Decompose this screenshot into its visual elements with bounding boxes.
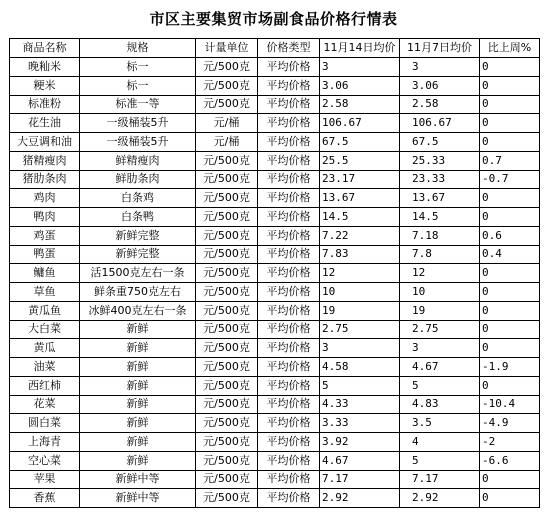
spec-cell: 一级桶装5升 — [80, 114, 196, 133]
spec-cell: 新鲜完整 — [80, 245, 196, 264]
product-name-cell: 猪肋条肉 — [10, 170, 80, 189]
table-row — [10, 489, 540, 508]
price-type-cell: 平均价格 — [258, 114, 320, 133]
price-type-cell: 平均价格 — [258, 95, 320, 114]
spec-cell: 标一 — [80, 76, 196, 95]
product-name-cell: 西红柿 — [10, 376, 80, 395]
price-type-cell: 平均价格 — [258, 264, 320, 283]
table-header-row — [10, 39, 540, 58]
column-header: 比上周% — [480, 39, 540, 58]
product-name-cell: 鸭肉 — [10, 208, 80, 227]
unit-cell: 元/500克 — [196, 58, 258, 77]
spec-cell: 标准一等 — [80, 95, 196, 114]
spec-cell: 新鲜中等 — [80, 470, 196, 489]
price-nov7-cell: 19 — [400, 301, 480, 320]
spec-cell: 新鲜 — [80, 395, 196, 414]
weekly-change-cell: 0 — [480, 301, 540, 320]
price-nov14-cell: 7.17 — [320, 470, 400, 489]
table-row — [10, 264, 540, 283]
spec-cell: 活1500克左右一条 — [80, 264, 196, 283]
price-nov7-cell: 14.5 — [400, 208, 480, 227]
table-row — [10, 245, 540, 264]
table-row — [10, 301, 540, 320]
price-nov7-cell: 3 — [400, 339, 480, 358]
price-type-cell: 平均价格 — [258, 339, 320, 358]
price-nov7-cell: 5 — [400, 376, 480, 395]
price-nov7-cell: 3.06 — [400, 76, 480, 95]
weekly-change-cell: 0 — [480, 470, 540, 489]
weekly-change-cell: 0 — [480, 133, 540, 152]
product-name-cell: 鸡蛋 — [10, 226, 80, 245]
spec-cell: 冰鲜400克左右一条 — [80, 301, 196, 320]
price-nov14-cell: 3 — [320, 58, 400, 77]
product-name-cell: 大豆调和油 — [10, 133, 80, 152]
unit-cell: 元/500克 — [196, 489, 258, 508]
price-nov7-cell: 2.92 — [400, 489, 480, 508]
unit-cell: 元/500克 — [196, 189, 258, 208]
price-nov14-cell: 5 — [320, 376, 400, 395]
column-header: 计量单位 — [196, 39, 258, 58]
table-row — [10, 339, 540, 358]
price-nov7-cell: 2.58 — [400, 95, 480, 114]
unit-cell: 元/500克 — [196, 95, 258, 114]
weekly-change-cell: -10.4 — [480, 395, 540, 414]
price-type-cell: 平均价格 — [258, 376, 320, 395]
price-nov14-cell: 19 — [320, 301, 400, 320]
table-row — [10, 95, 540, 114]
price-nov14-cell: 2.75 — [320, 320, 400, 339]
table-row — [10, 395, 540, 414]
spec-cell: 新鲜 — [80, 339, 196, 358]
unit-cell: 元/500克 — [196, 320, 258, 339]
price-nov7-cell: 5 — [400, 451, 480, 470]
product-name-cell: 鸡肉 — [10, 189, 80, 208]
table-row — [10, 76, 540, 95]
unit-cell: 元/500克 — [196, 76, 258, 95]
product-name-cell: 油菜 — [10, 358, 80, 377]
table-row — [10, 451, 540, 470]
table-row — [10, 376, 540, 395]
price-nov14-cell: 67.5 — [320, 133, 400, 152]
price-type-cell: 平均价格 — [258, 358, 320, 377]
unit-cell: 元/桶 — [196, 114, 258, 133]
price-nov14-cell: 106.67 — [320, 114, 400, 133]
spec-cell: 新鲜 — [80, 320, 196, 339]
product-name-cell: 鸭蛋 — [10, 245, 80, 264]
price-table — [9, 38, 540, 508]
price-nov7-cell: 3 — [400, 58, 480, 77]
price-nov14-cell: 3.06 — [320, 76, 400, 95]
unit-cell: 元/500克 — [196, 170, 258, 189]
weekly-change-cell: 0 — [480, 189, 540, 208]
price-nov14-cell: 25.5 — [320, 151, 400, 170]
price-type-cell: 平均价格 — [258, 226, 320, 245]
price-type-cell: 平均价格 — [258, 133, 320, 152]
weekly-change-cell: 0 — [480, 58, 540, 77]
table-row — [10, 114, 540, 133]
table-row — [10, 320, 540, 339]
spec-cell: 鲜肋条肉 — [80, 170, 196, 189]
unit-cell: 元/500克 — [196, 376, 258, 395]
weekly-change-cell: 0 — [480, 95, 540, 114]
table-row — [10, 283, 540, 302]
unit-cell: 元/500克 — [196, 339, 258, 358]
unit-cell: 元/500克 — [196, 358, 258, 377]
price-nov14-cell: 3.33 — [320, 414, 400, 433]
table-row — [10, 58, 540, 77]
weekly-change-cell: 0.7 — [480, 151, 540, 170]
price-nov7-cell: 4 — [400, 433, 480, 452]
spec-cell: 鲜条重750克左右 — [80, 283, 196, 302]
spec-cell: 白条鸡 — [80, 189, 196, 208]
price-type-cell: 平均价格 — [258, 395, 320, 414]
price-type-cell: 平均价格 — [258, 414, 320, 433]
price-nov14-cell: 3.92 — [320, 433, 400, 452]
product-name-cell: 大白菜 — [10, 320, 80, 339]
table-row — [10, 151, 540, 170]
weekly-change-cell: -6.6 — [480, 451, 540, 470]
price-type-cell: 平均价格 — [258, 470, 320, 489]
price-nov7-cell: 13.67 — [400, 189, 480, 208]
unit-cell: 元/500克 — [196, 414, 258, 433]
column-header: 11月7日均价 — [400, 39, 480, 58]
unit-cell: 元/500克 — [196, 451, 258, 470]
weekly-change-cell: 0 — [480, 376, 540, 395]
spec-cell: 新鲜 — [80, 414, 196, 433]
weekly-change-cell: 0.4 — [480, 245, 540, 264]
weekly-change-cell: -0.7 — [480, 170, 540, 189]
weekly-change-cell: 0 — [480, 76, 540, 95]
product-name-cell: 花生油 — [10, 114, 80, 133]
spec-cell: 标一 — [80, 58, 196, 77]
weekly-change-cell: -2 — [480, 433, 540, 452]
price-nov7-cell: 23.33 — [400, 170, 480, 189]
spec-cell: 新鲜 — [80, 376, 196, 395]
column-header: 11月14日均价 — [320, 39, 400, 58]
price-nov7-cell: 25.33 — [400, 151, 480, 170]
price-nov7-cell: 4.83 — [400, 395, 480, 414]
price-nov14-cell: 7.22 — [320, 226, 400, 245]
price-type-cell: 平均价格 — [258, 189, 320, 208]
unit-cell: 元/500克 — [196, 433, 258, 452]
price-nov14-cell: 23.17 — [320, 170, 400, 189]
product-name-cell: 黄瓜鱼 — [10, 301, 80, 320]
product-name-cell: 苹果 — [10, 470, 80, 489]
weekly-change-cell: 0 — [480, 283, 540, 302]
table-row — [10, 226, 540, 245]
product-name-cell: 粳米 — [10, 76, 80, 95]
price-nov14-cell: 2.92 — [320, 489, 400, 508]
table-row — [10, 170, 540, 189]
page-title: 市区主要集贸市场副食品价格行情表 — [149, 10, 398, 28]
table-row — [10, 470, 540, 489]
unit-cell: 元/500克 — [196, 283, 258, 302]
weekly-change-cell: -1.9 — [480, 358, 540, 377]
product-name-cell: 空心菜 — [10, 451, 80, 470]
spec-cell: 新鲜 — [80, 358, 196, 377]
product-name-cell: 花菜 — [10, 395, 80, 414]
product-name-cell: 上海青 — [10, 433, 80, 452]
unit-cell: 元/500克 — [196, 151, 258, 170]
price-type-cell: 平均价格 — [258, 245, 320, 264]
unit-cell: 元/500克 — [196, 470, 258, 489]
spec-cell: 新鲜 — [80, 451, 196, 470]
unit-cell: 元/500克 — [196, 208, 258, 227]
weekly-change-cell: 0.6 — [480, 226, 540, 245]
price-nov7-cell: 12 — [400, 264, 480, 283]
price-nov14-cell: 13.67 — [320, 189, 400, 208]
price-nov14-cell: 14.5 — [320, 208, 400, 227]
table-row — [10, 189, 540, 208]
weekly-change-cell: 0 — [480, 320, 540, 339]
price-nov7-cell: 4.67 — [400, 358, 480, 377]
price-nov7-cell: 3.5 — [400, 414, 480, 433]
unit-cell: 元/500克 — [196, 264, 258, 283]
product-name-cell: 鳙鱼 — [10, 264, 80, 283]
price-type-cell: 平均价格 — [258, 320, 320, 339]
price-nov7-cell: 67.5 — [400, 133, 480, 152]
spec-cell: 一级桶装5升 — [80, 133, 196, 152]
weekly-change-cell: 0 — [480, 114, 540, 133]
product-name-cell: 猪精瘦肉 — [10, 151, 80, 170]
column-header: 规格 — [80, 39, 196, 58]
price-type-cell: 平均价格 — [258, 208, 320, 227]
table-row — [10, 414, 540, 433]
spec-cell: 新鲜中等 — [80, 489, 196, 508]
table-row — [10, 358, 540, 377]
price-type-cell: 平均价格 — [258, 170, 320, 189]
price-type-cell: 平均价格 — [258, 433, 320, 452]
price-nov14-cell: 4.67 — [320, 451, 400, 470]
product-name-cell: 圆白菜 — [10, 414, 80, 433]
unit-cell: 元/500克 — [196, 395, 258, 414]
spec-cell: 新鲜 — [80, 433, 196, 452]
weekly-change-cell: 0 — [480, 264, 540, 283]
price-type-cell: 平均价格 — [258, 76, 320, 95]
price-nov7-cell: 2.75 — [400, 320, 480, 339]
table-row — [10, 433, 540, 452]
unit-cell: 元/500克 — [196, 226, 258, 245]
table-row — [10, 133, 540, 152]
product-name-cell: 草鱼 — [10, 283, 80, 302]
weekly-change-cell: 0 — [480, 339, 540, 358]
price-nov14-cell: 7.83 — [320, 245, 400, 264]
price-nov7-cell: 106.67 — [400, 114, 480, 133]
weekly-change-cell: -4.9 — [480, 414, 540, 433]
product-name-cell: 晚籼米 — [10, 58, 80, 77]
price-nov7-cell: 10 — [400, 283, 480, 302]
table-row — [10, 208, 540, 227]
weekly-change-cell: 0 — [480, 208, 540, 227]
price-nov7-cell: 7.17 — [400, 470, 480, 489]
price-nov14-cell: 4.58 — [320, 358, 400, 377]
price-type-cell: 平均价格 — [258, 151, 320, 170]
unit-cell: 元/500克 — [196, 301, 258, 320]
price-type-cell: 平均价格 — [258, 58, 320, 77]
spec-cell: 新鲜完整 — [80, 226, 196, 245]
unit-cell: 元/桶 — [196, 133, 258, 152]
price-nov14-cell: 10 — [320, 283, 400, 302]
column-header: 价格类型 — [258, 39, 320, 58]
spec-cell: 白条鸭 — [80, 208, 196, 227]
price-type-cell: 平均价格 — [258, 283, 320, 302]
price-type-cell: 平均价格 — [258, 489, 320, 508]
column-header: 商品名称 — [10, 39, 80, 58]
product-name-cell: 香蕉 — [10, 489, 80, 508]
price-type-cell: 平均价格 — [258, 451, 320, 470]
price-nov14-cell: 2.58 — [320, 95, 400, 114]
unit-cell: 元/500克 — [196, 245, 258, 264]
price-type-cell: 平均价格 — [258, 301, 320, 320]
product-name-cell: 黄瓜 — [10, 339, 80, 358]
price-nov7-cell: 7.8 — [400, 245, 480, 264]
price-nov14-cell: 4.33 — [320, 395, 400, 414]
spec-cell: 鲜精瘦肉 — [80, 151, 196, 170]
price-nov7-cell: 7.18 — [400, 226, 480, 245]
price-nov14-cell: 3 — [320, 339, 400, 358]
price-nov14-cell: 12 — [320, 264, 400, 283]
weekly-change-cell: 0 — [480, 489, 540, 508]
product-name-cell: 标准粉 — [10, 95, 80, 114]
